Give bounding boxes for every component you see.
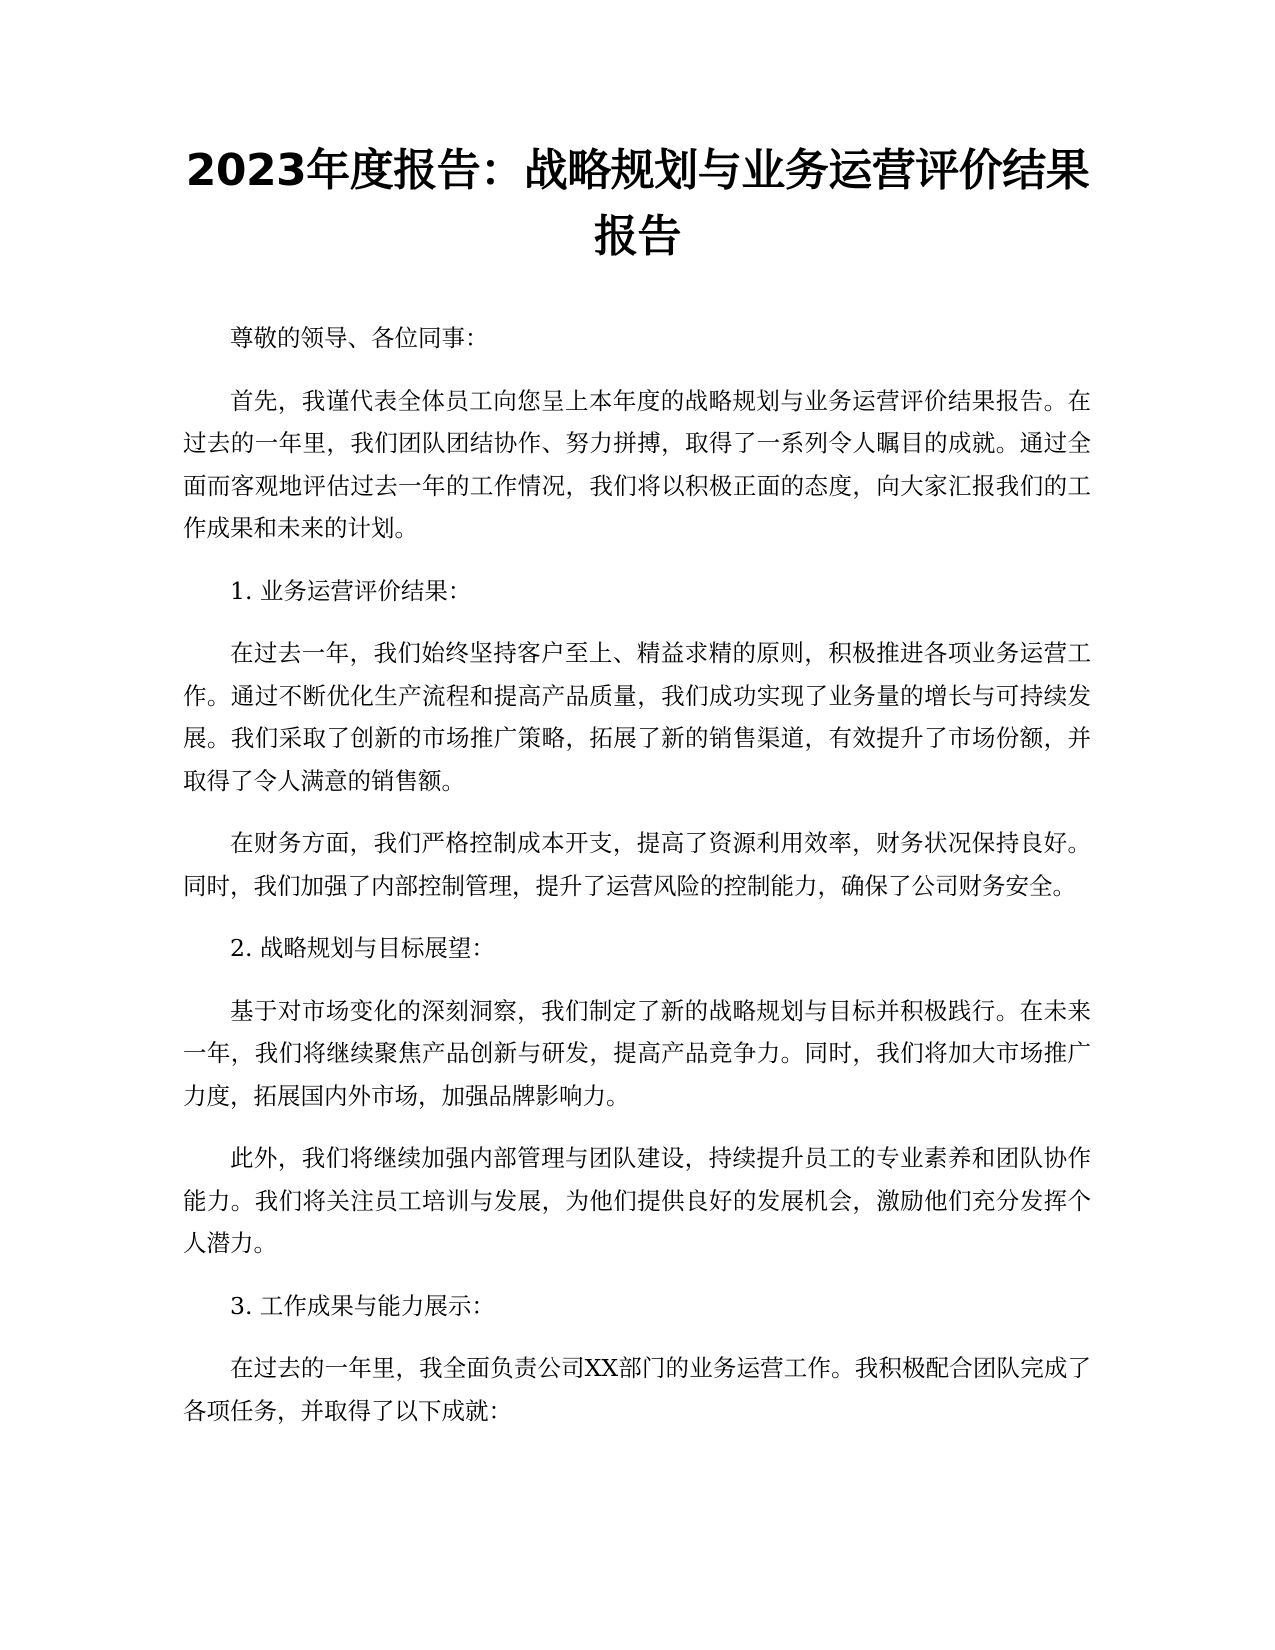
body-paragraph: 在过去的一年里，我全面负责公司XX部门的业务运营工作。我积极配合团队完成了各项任务，并取得了以下成就： — [183, 1354, 1091, 1425]
document-body — [183, 317, 1091, 1452]
body-paragraph: 在财务方面，我们严格控制成本开支，提高了资源利用效率，财务状况保持良好。同时，我们加强了内部控制管理，提升了运营风险的控制能力，确保了公司财务安全。 — [183, 829, 1091, 900]
salutation: 尊敬的领导、各位同事： — [230, 324, 489, 352]
intro-paragraph: 首先，我谨代表全体员工向您呈上本年度的战略规划与业务运营评价结果报告。在过去的一年里，我们团队团结协作、努力拼搏，取得了一系列令人瞩目的成就。通过全面而客观地评估过去一年的工作情况，我们将以积极正面的态度，向大家汇报我们的工作成果和未来的计划。 — [183, 386, 1091, 542]
body-paragraph: 此外，我们将继续加强内部管理与团队建设，持续提升员工的专业素养和团队协作能力。我们将关注员工培训与发展，为他们提供良好的发展机会，激励他们充分发挥个人潜力。 — [183, 1144, 1091, 1257]
section-heading-3: 3. 工作成果与能力展示： — [230, 1291, 495, 1320]
body-paragraph: 基于对市场变化的深刻洞察，我们制定了新的战略规划与目标并积极践行。在未来一年，我们将继续聚焦产品创新与研发，提高产品竞争力。同时，我们将加大市场推广力度，拓展国内外市场，加强品牌影响力。 — [183, 996, 1091, 1110]
body-paragraph: 在过去一年，我们始终坚持客户至上、精益求精的原则，积极推进各项业务运营工作。通过不断优化生产流程和提高产品质量，我们成功实现了业务量的增长与可持续发展。我们采取了创新的市场推广策略，拓展了新的销售渠道，有效提升了市场份额，并取得了令人满意的销售额。 — [183, 639, 1091, 795]
section-heading-2: 2. 战略规划与目标展望： — [230, 934, 495, 962]
section-heading-1: 1. 业务运营评价结果： — [230, 576, 472, 605]
document-title: 2023年度报告：战略规划与业务运营评价结果报告 — [185, 145, 1090, 262]
